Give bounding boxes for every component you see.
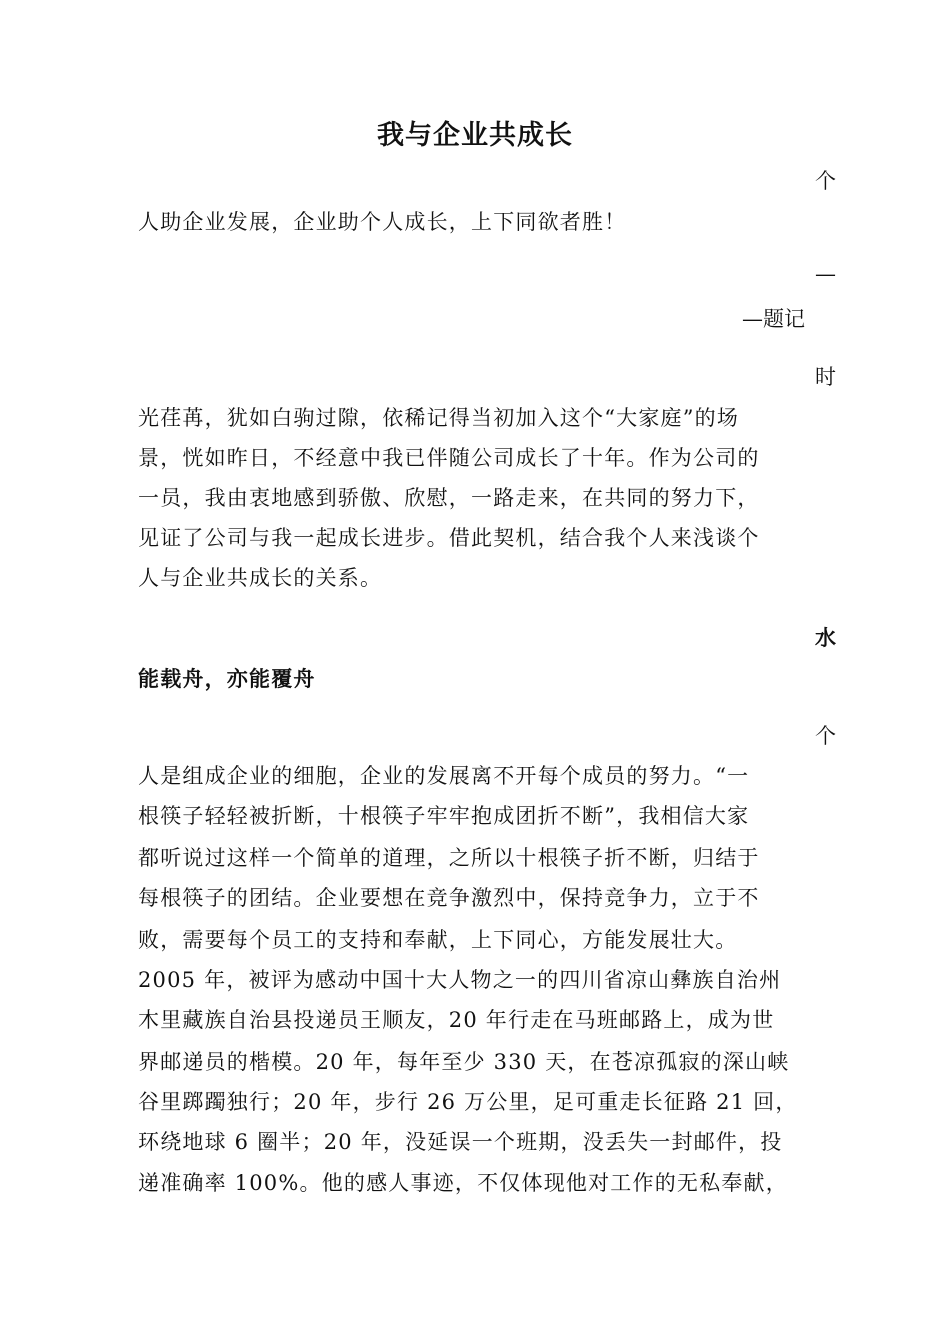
paragraph-line: 木里藏族自治县投递员王顺友，20 年行走在马班邮路上，成为世 xyxy=(138,1008,775,1032)
paragraph-line: 都听说过这样一个简单的道理，之所以十根筷子折不断，归结于 xyxy=(138,846,760,870)
paragraph-line: 败，需要每个员工的支持和奉献，上下同心，方能发展壮大。 xyxy=(138,928,738,952)
paragraph-line: 人与企业共成长的关系。 xyxy=(138,566,383,590)
epigraph-drop-char: 个 xyxy=(815,169,836,193)
section1-drop-char: 时 xyxy=(815,365,836,389)
paragraph-line: 景，恍如昨日，不经意中我已伴随公司成长了十年。作为公司的 xyxy=(138,446,760,470)
paragraph-line: 环绕地球 6 圈半；20 年，没延误一个班期，没丢失一封邮件，投 xyxy=(138,1130,783,1154)
paragraph-line: 谷里踯躅独行；20 年，步行 26 万公里，足可重走长征路 21 回， xyxy=(138,1090,798,1114)
paragraph-line: 界邮递员的楷模。20 年，每年至少 330 天，在苍凉孤寂的深山峡 xyxy=(138,1050,790,1074)
section2-drop-char: 个 xyxy=(815,724,836,748)
epigraph-dash: — xyxy=(815,262,836,286)
section2-heading: 能载舟，亦能覆舟 xyxy=(138,666,316,691)
section2-heading-drop-char: 水 xyxy=(815,625,836,650)
paragraph-line: 递准确率 100%。他的感人事迹，不仅体现他对工作的无私奉献， xyxy=(138,1171,788,1195)
epigraph-text: 人助企业发展，企业助个人成长，上下同欲者胜！ xyxy=(138,210,627,234)
paragraph-line: 光荏苒，犹如白驹过隙，依稀记得当初加入这个“大家庭”的场 xyxy=(138,406,740,430)
document-title: 我与企业共成长 xyxy=(377,120,573,151)
paragraph-line: 根筷子轻轻被折断，十根筷子牢牢抱成团折不断”，我相信大家 xyxy=(138,804,750,828)
paragraph-line: 2005 年，被评为感动中国十大人物之一的四川省凉山彝族自治州 xyxy=(138,968,782,992)
paragraph-line: 一员，我由衷地感到骄傲、欣慰，一路走来，在共同的努力下， xyxy=(138,486,760,510)
paragraph-line: 每根筷子的团结。企业要想在竞争激烈中，保持竞争力，立于不 xyxy=(138,886,760,910)
epigraph-signature: —题记 xyxy=(742,307,805,331)
paragraph-line: 人是组成企业的细胞，企业的发展离不开每个成员的努力。“一 xyxy=(138,764,750,788)
paragraph-line: 见证了公司与我一起成长进步。借此契机，结合我个人来浅谈个 xyxy=(138,526,760,550)
